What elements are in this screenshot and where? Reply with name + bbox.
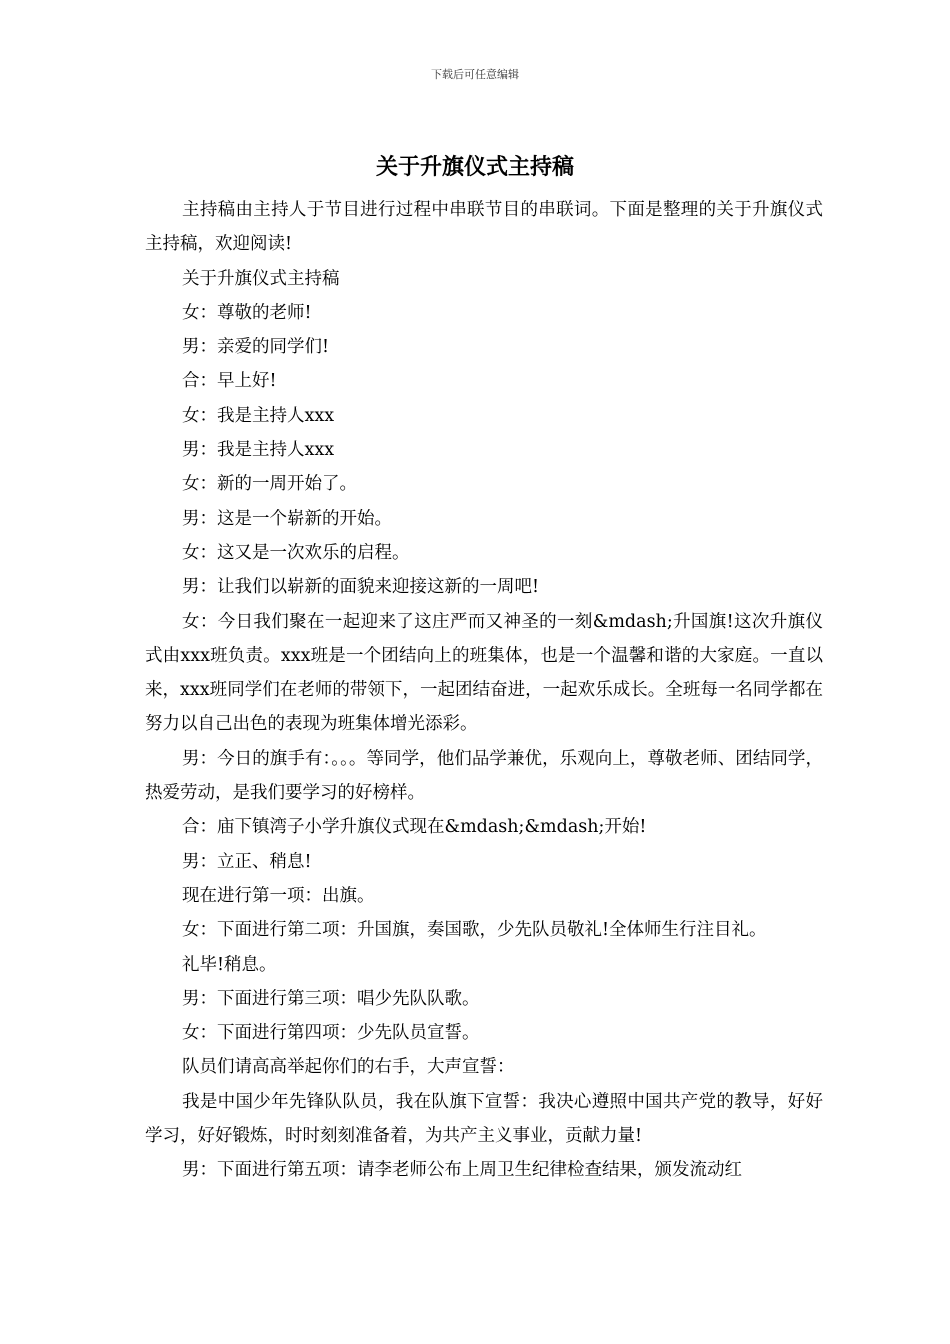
paragraph: 男：亲爱的同学们! bbox=[182, 337, 330, 358]
paragraph: 男：这是一个崭新的开始。 bbox=[182, 508, 392, 529]
paragraph: 男：立正、稍息! bbox=[182, 851, 312, 872]
paragraph: 合：早上好! bbox=[182, 371, 277, 392]
page-title: 关于升旗仪式主持稿 bbox=[375, 155, 574, 180]
paragraph: 主持稿由主持人于节目进行过程中串联节目的串联词。下面是整理的关于升旗仪式主持稿，欢迎阅读! bbox=[145, 200, 823, 255]
paragraph: 队员们请高高举起你们的右手，大声宣誓： bbox=[182, 1057, 515, 1078]
paragraph: 女：我是主持人xxx bbox=[182, 405, 335, 426]
paragraph: 现在进行第一项：出旗。 bbox=[182, 885, 375, 906]
paragraph: 女：下面进行第四项：少先队员宣誓。 bbox=[182, 1023, 480, 1044]
paragraph: 男：我是主持人xxx bbox=[182, 440, 335, 461]
paragraph: 女：新的一周开始了。 bbox=[182, 474, 357, 495]
document-body bbox=[145, 193, 823, 1188]
paragraph: 我是中国少年先锋队队员，我在队旗下宣誓：我决心遵照中国共产党的教导，好好学习，好好锻炼，时时刻刻准备着，为共产主义事业，贡献力量! bbox=[145, 1091, 823, 1147]
paragraph: 关于升旗仪式主持稿 bbox=[182, 268, 340, 289]
paragraph: 女：这又是一次欢乐的启程。 bbox=[182, 542, 410, 563]
paragraph: 女：今日我们聚在一起迎来了这庄严而又神圣的一刻&mdash;升国旗!这次升旗仪式由xxx班负责。xxx班是一个团结向上的班集体，也是一个温馨和谐的大家庭。一直以来，xxx班同学们在老师的带领下，一起团结奋进，一起欢乐成长。全班每一名同学都在努力以自己出色的表现为班集体增光添彩。 bbox=[145, 611, 823, 735]
paragraph: 男：下面进行第三项：唱少先队队歌。 bbox=[182, 988, 480, 1009]
paragraph: 男：今日的旗手有：。。。等同学，他们品学兼优，乐观向上，尊敬老师、团结同学，热爱劳动，是我们要学习的好榜样。 bbox=[145, 748, 823, 804]
paragraph: 男：让我们以崭新的面貌来迎接这新的一周吧! bbox=[182, 577, 540, 598]
paragraph: 男：下面进行第五项：请李老师公布上周卫生纪律检查结果，颁发流动红 bbox=[182, 1160, 742, 1181]
paragraph: 礼毕!稍息。 bbox=[182, 954, 277, 975]
paragraph: 合：庙下镇湾子小学升旗仪式现在&mdash;&mdash;开始! bbox=[182, 817, 647, 838]
paragraph: 女：尊敬的老师! bbox=[182, 302, 312, 323]
paragraph: 女：下面进行第二项：升国旗，奏国歌，少先队员敬礼!全体师生行注目礼。 bbox=[182, 920, 767, 941]
header-note: 下载后可任意编辑 bbox=[431, 68, 519, 81]
